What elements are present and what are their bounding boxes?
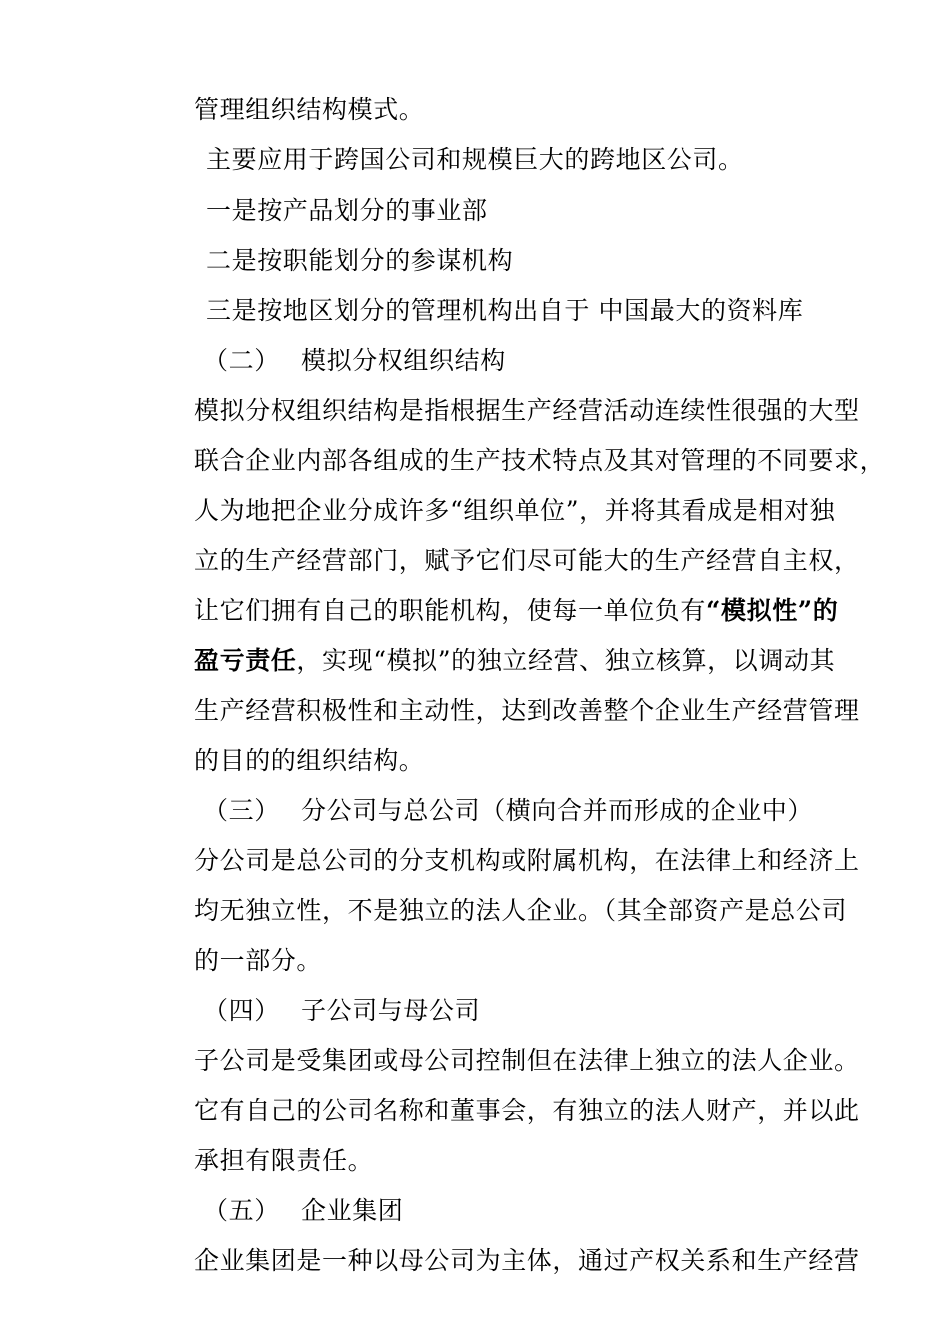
paragraph-line xyxy=(194,596,838,626)
text-span: 让它们拥有自己的职能机构，使每一单位负有 xyxy=(194,596,707,625)
section-title: 子公司与母公司 xyxy=(301,996,481,1025)
text-line: 二是按职能划分的参谋机构 xyxy=(206,246,514,275)
paragraph-line: 联合企业内部各组成的生产技术特点及其对管理的不同要求， xyxy=(194,446,886,475)
text-line: 管理组织结构模式。 xyxy=(194,95,425,124)
section-title: 分公司与总公司（横向合并而形成的企业中） xyxy=(301,796,814,825)
paragraph-line: 人为地把企业分成许多“组织单位”，并将其看成是相对独 xyxy=(194,496,836,525)
text-line: 一是按产品划分的事业部 xyxy=(206,196,488,225)
bold-text: “模拟性”的 xyxy=(706,596,839,625)
paragraph-line: 企业集团是一种以母公司为主体，通过产权关系和生产经营 xyxy=(194,1246,860,1275)
section-title: 模拟分权组织结构 xyxy=(301,346,506,375)
text-line: 三是按地区划分的管理机构出自于 中国最大的资料库 xyxy=(206,296,804,325)
paragraph-line: 它有自己的公司名称和董事会，有独立的法人财产，并以此 xyxy=(194,1096,860,1125)
section-heading-3 xyxy=(203,796,813,826)
text-span: ，实现“模拟”的独立经营、独立核算，以调动其 xyxy=(296,646,836,675)
section-heading-2 xyxy=(203,346,506,376)
paragraph-line: 的目的的组织结构。 xyxy=(194,746,425,775)
paragraph-line: 的一部分。 xyxy=(194,946,323,975)
text-line: 主要应用于跨国公司和规模巨大的跨地区公司。 xyxy=(206,145,744,174)
section-number: （三） xyxy=(203,796,280,825)
section-heading-5 xyxy=(203,1196,403,1226)
paragraph-line xyxy=(194,646,835,676)
paragraph-line: 模拟分权组织结构是指根据生产经营活动连续性很强的大型 xyxy=(194,396,860,425)
section-number: （四） xyxy=(203,996,280,1025)
section-number: （二） xyxy=(203,346,280,375)
paragraph-line: 生产经营积极性和主动性，达到改善整个企业生产经营管理 xyxy=(194,696,860,725)
paragraph-line: 承担有限责任。 xyxy=(194,1146,374,1175)
section-heading-4 xyxy=(203,996,480,1026)
paragraph-line: 子公司是受集团或母公司控制但在法律上独立的法人企业。 xyxy=(194,1046,860,1075)
paragraph-line: 分公司是总公司的分支机构或附属机构，在法律上和经济上 xyxy=(194,846,860,875)
bold-text: 盈亏责任 xyxy=(194,646,297,675)
section-title: 企业集团 xyxy=(301,1196,404,1225)
paragraph-line: 立的生产经营部门，赋予它们尽可能大的生产经营自主权， xyxy=(194,546,860,575)
section-number: （五） xyxy=(203,1196,280,1225)
paragraph-line: 均无独立性，不是独立的法人企业。（其全部资产是总公司 xyxy=(194,896,848,925)
